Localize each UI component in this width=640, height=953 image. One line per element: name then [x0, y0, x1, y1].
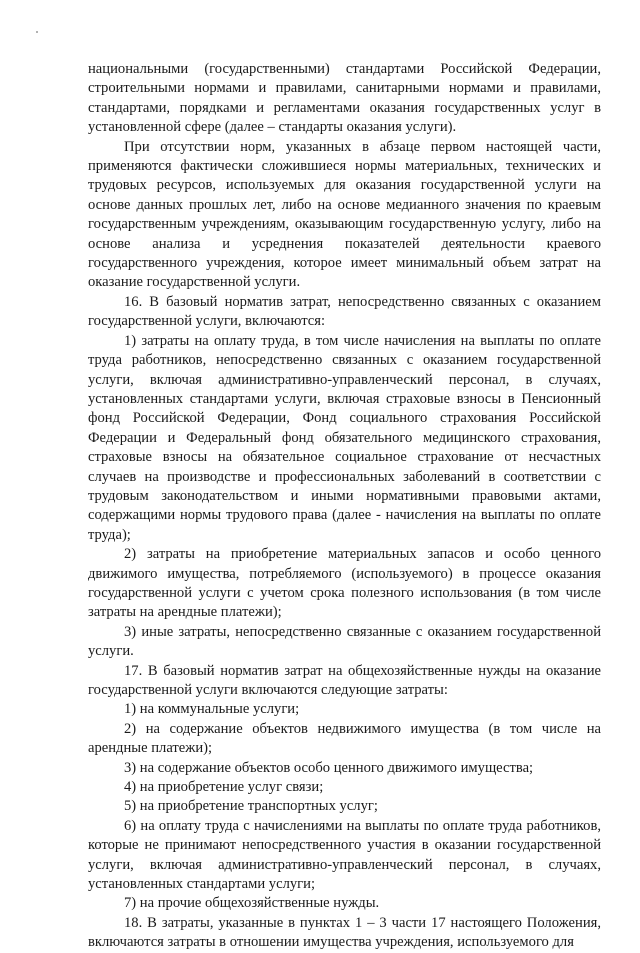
paragraph-standards-continuation: национальными (государственными) стандартами Российской Федерации, строительными нормами и правилами, санитарными нормами и правилами, стандартами, порядками и регламентами оказания государственных услуг в установленной сфере (далее – стандарты оказания услуги).	[88, 61, 601, 136]
paragraph-item-17-3: 3) на содержание объектов особо ценного движимого имущества;	[124, 759, 534, 776]
paragraph-item-17-7: 7) на прочие общехозяйственные нужды.	[124, 895, 380, 912]
paragraph-item-17-6: 6) на оплату труда с начислениями на выплаты по оплате труда работников, которые не принимают непосредственного участия в оказании государственной услуги, включая административно-управленческий персонал, в случаях, установленных стандартами услуги;	[88, 817, 601, 893]
paragraph-item-17-2: 2) на содержание объектов недвижимого имущества (в том числе на арендные платежи);	[88, 720, 601, 757]
paragraph-item-16-2: 2) затраты на приобретение материальных запасов и особо ценного движимого имущества, потребляемого (используемого) в процессе оказания государственной услуги с учетом срока полезного использования (в том числе затраты на арендные платежи);	[88, 546, 601, 621]
scan-speck	[36, 31, 38, 33]
paragraph-item-18: 18. В затраты, указанные в пунктах 1 – 3 части 17 настоящего Положения, включаются затраты в отношении имущества учреждения, используемого для	[88, 914, 601, 951]
paragraph-item-17: 17. В базовый норматив затрат на общехозяйственные нужды на оказание государственной услуги включаются следующие затраты:	[88, 662, 601, 698]
document-body	[88, 60, 601, 953]
paragraph-item-17-4: 4) на приобретение услуг связи;	[124, 779, 324, 796]
paragraph-item-16-1: 1) затраты на оплату труда, в том числе начисления на выплаты по оплате труда работников, непосредственно связанных с оказанием государственной услуги, включая административно-управленческий персонал, в случаях, установленных стандартами услуги, включая страховые взносы в Пенсионный фонд Российской Федерации, Фонд социального страхования Российской Федерации и Федеральный фонд обязательного медицинского страхования, страховые взносы на обязательное социальное страхование от несчастных случаев на производстве и профессиональных заболеваний в соответствии с трудовым законодательством и иными нормативными правовыми актами, содержащими нормы трудового права (далее - начисления на выплаты по оплате труда);	[88, 332, 601, 543]
paragraph-absence-of-norms: При отсутствии норм, указанных в абзаце первом настоящей части, применяются фактически сложившиеся нормы материальных, технических и трудовых ресурсов, используемых для оказания государственной услуги на основе данных прошлых лет, либо на основе медианного значения по краевым государственным учреждениям, оказывающим государственную услугу, либо на основе анализа и усреднения показателей деятельности краевого государственного учреждения, которое имеет минимальный объем затрат на оказание государственной услуги.	[88, 138, 601, 291]
paragraph-item-17-1: 1) на коммунальные услуги;	[124, 701, 300, 718]
paragraph-item-16-3: 3) иные затраты, непосредственно связанные с оказанием государственной услуги.	[88, 623, 601, 660]
paragraph-item-17-5: 5) на приобретение транспортных услуг;	[124, 798, 378, 815]
paragraph-item-16: 16. В базовый норматив затрат, непосредственно связанных с оказанием государственной услуги, включаются:	[88, 293, 601, 330]
